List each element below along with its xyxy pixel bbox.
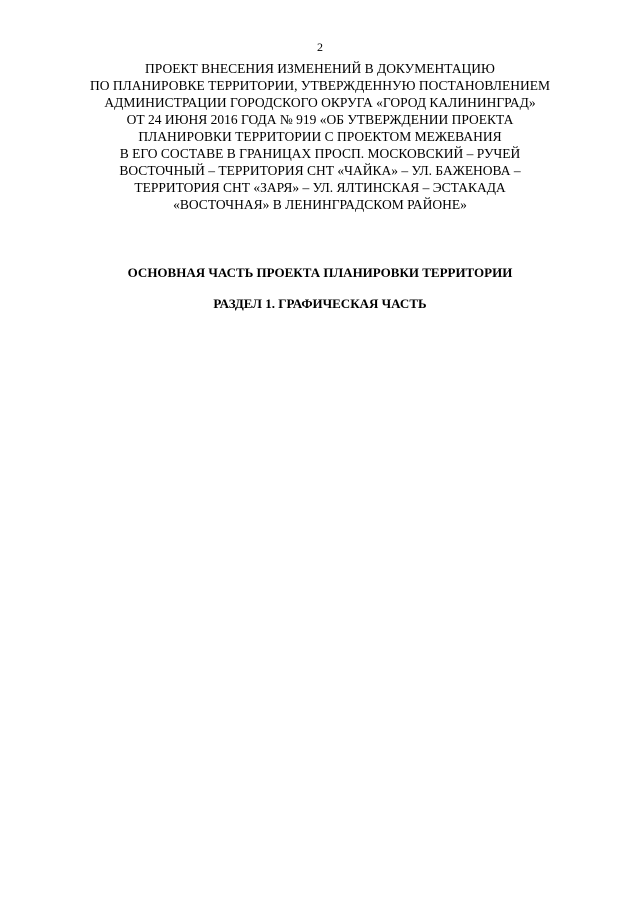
- title-line: «ВОСТОЧНАЯ» В ЛЕНИНГРАДСКОМ РАЙОНЕ»: [173, 197, 467, 212]
- title-line: ПО ПЛАНИРОВКЕ ТЕРРИТОРИИ, УТВЕРЖДЕННУЮ ПОСТАНОВЛЕНИЕМ: [90, 78, 550, 93]
- section-heading: РАЗДЕЛ 1. ГРАФИЧЕСКАЯ ЧАСТЬ: [213, 296, 427, 311]
- title-line: В ЕГО СОСТАВЕ В ГРАНИЦАХ ПРОСП. МОСКОВСКИЙ – РУЧЕЙ: [119, 146, 521, 161]
- title-line: ТЕРРИТОРИЯ СНТ «ЗАРЯ» – УЛ. ЯЛТИНСКАЯ – ЭСТАКАДА: [134, 180, 506, 195]
- title-line: ПРОЕКТ ВНЕСЕНИЯ ИЗМЕНЕНИЙ В ДОКУМЕНТАЦИЮ: [145, 61, 495, 76]
- title-line: ПЛАНИРОВКИ ТЕРРИТОРИИ С ПРОЕКТОМ МЕЖЕВАНИЯ: [138, 129, 502, 144]
- document-title: [60, 60, 580, 213]
- title-line: ВОСТОЧНЫЙ – ТЕРРИТОРИЯ СНТ «ЧАЙКА» – УЛ. БАЖЕНОВА –: [119, 163, 521, 178]
- page-number: 2: [317, 40, 323, 54]
- main-part-heading: ОСНОВНАЯ ЧАСТЬ ПРОЕКТА ПЛАНИРОВКИ ТЕРРИТОРИИ: [127, 265, 513, 280]
- title-line: АДМИНИСТРАЦИИ ГОРОДСКОГО ОКРУГА «ГОРОД КАЛИНИНГРАД»: [104, 95, 536, 110]
- title-line: ОТ 24 ИЮНЯ 2016 ГОДА № 919 «ОБ УТВЕРЖДЕНИИ ПРОЕКТА: [126, 112, 514, 127]
